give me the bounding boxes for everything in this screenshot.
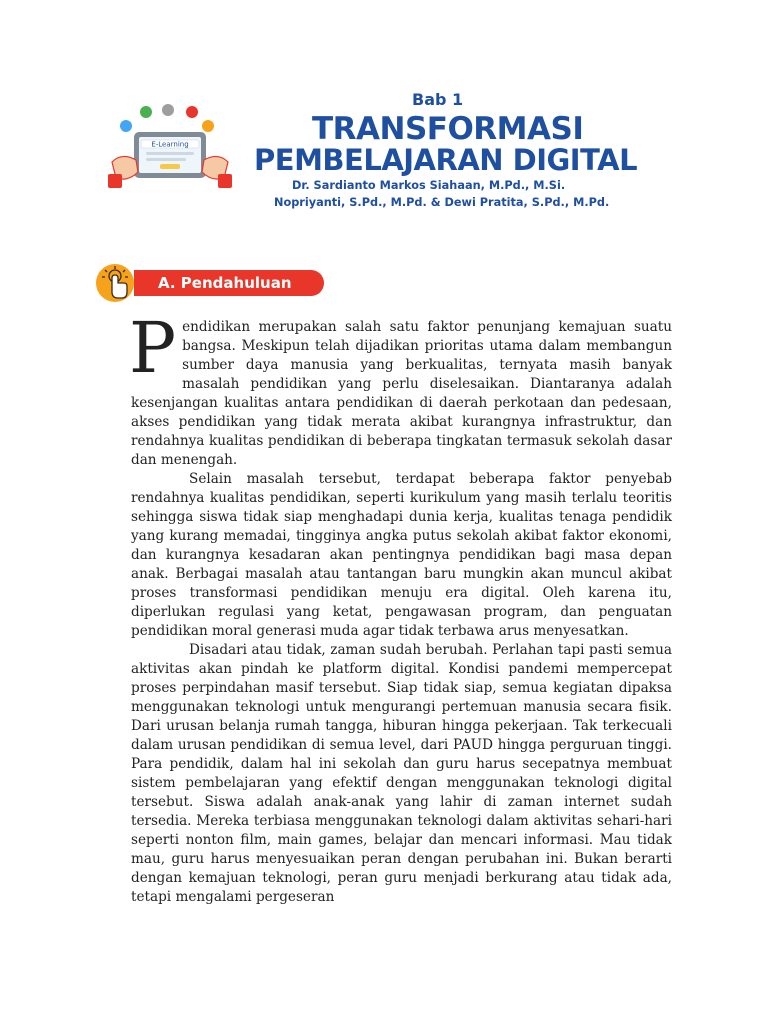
e-learning-illustration: [108, 100, 232, 194]
paragraph-3: Disadari atau tidak, zaman sudah berubah. Perlahan tapi pasti semua aktivitas akan pindah ke platform digital. Kondisi pandemi mempercepat proses perpindahan masif tersebut. Siap tidak siap, semua kegiatan dipaksa menggunakan teknologi untuk mengurangi pertemuan manusia secara fisik. Dari urusan belanja rumah tangga, hiburan hingga pekerjaan. Tak terkecuali dalam urusan pendidikan di semua level, dari PAUD hingga perguruan tinggi. Para pendidik, dalam hal ini sekolah dan guru harus secepatnya membuat sistem pembelajaran yang efektif dengan menggunakan teknologi digital tersebut. Siswa adalah anak-anak yang lahir di zaman internet sudah tersedia. Mereka terbiasa menggunakan teknologi dalam aktivitas sehari-hari seperti nonton film, main games, belajar dan mencari informasi. Mau tidak mau, guru harus menyesuaikan peran dengan perubahan ini. Bukan berarti dengan kemajuan teknologi, peran guru menjadi berkurang atau tidak ada, tetapi mengalami pergeseran: [131, 642, 672, 905]
authors-line-1: Dr. Sardianto Markos Siahaan, M.Pd., M.Si.: [292, 179, 566, 192]
section-heading: [94, 262, 326, 304]
chat-icon: [186, 106, 198, 118]
paragraph-1-text: endidikan merupakan salah satu faktor penunjang kemajuan suatu bangsa. Meskipun telah dijadikan prioritas utama dalam membangun sumber daya manusia yang berkualitas, ternyata masih banyak masalah pendidikan yang perlu diselesaikan. Diantaranya adalah kesenjangan kualitas antara pendidikan di daerah perkotaan dan pedesaan, akses pendidikan yang tidak merata akibat kurangnya infrastruktur, dan rendahnya kualitas pendidikan di beberapa tingkatan termasuk sekolah dasar dan menengah.: [131, 319, 672, 468]
hand-pointer-icon: [94, 262, 140, 304]
search-icon: [120, 120, 132, 132]
illustration-label: E-Learning: [151, 140, 189, 149]
chapter-number: Bab 1: [412, 90, 464, 109]
body-text: [129, 307, 672, 907]
bulb-icon: [140, 106, 152, 118]
globe-icon: [162, 104, 174, 116]
authors-line-2: Nopriyanti, S.Pd., M.Pd. & Dewi Pratita, S.Pd., M.Pd.: [274, 196, 610, 209]
paragraph-1: [129, 307, 672, 470]
title-line-2: PEMBELAJARAN DIGITAL: [254, 143, 638, 177]
title-line-1: TRANSFORMASI: [312, 111, 584, 147]
user-icon: [202, 120, 214, 132]
paragraph-2: Selain masalah tersebut, terdapat beberapa faktor penyebab rendahnya kualitas pendidikan, seperti kurikulum yang masih terlalu teoritis sehingga siswa tidak siap menghadapi dunia kerja, kualitas tenaga pendidik yang kurang memadai, tingginya angka putus sekolah akibat faktor ekonomi, dan kurangnya kesadaran akan pentingnya pendidikan bagi masa depan anak. Berbagai masalah atau tantangan baru mungkin akan muncul akibat proses transformasi pendidikan menuju era digital. Oleh karena itu, diperlukan regulasi yang ketat, pengawasan program, dan penguatan pendidikan moral generasi muda agar tidak terbawa arus menyesatkan.: [131, 471, 672, 639]
drop-cap: P: [129, 307, 177, 389]
section-title: A. Pendahuluan: [158, 274, 292, 292]
